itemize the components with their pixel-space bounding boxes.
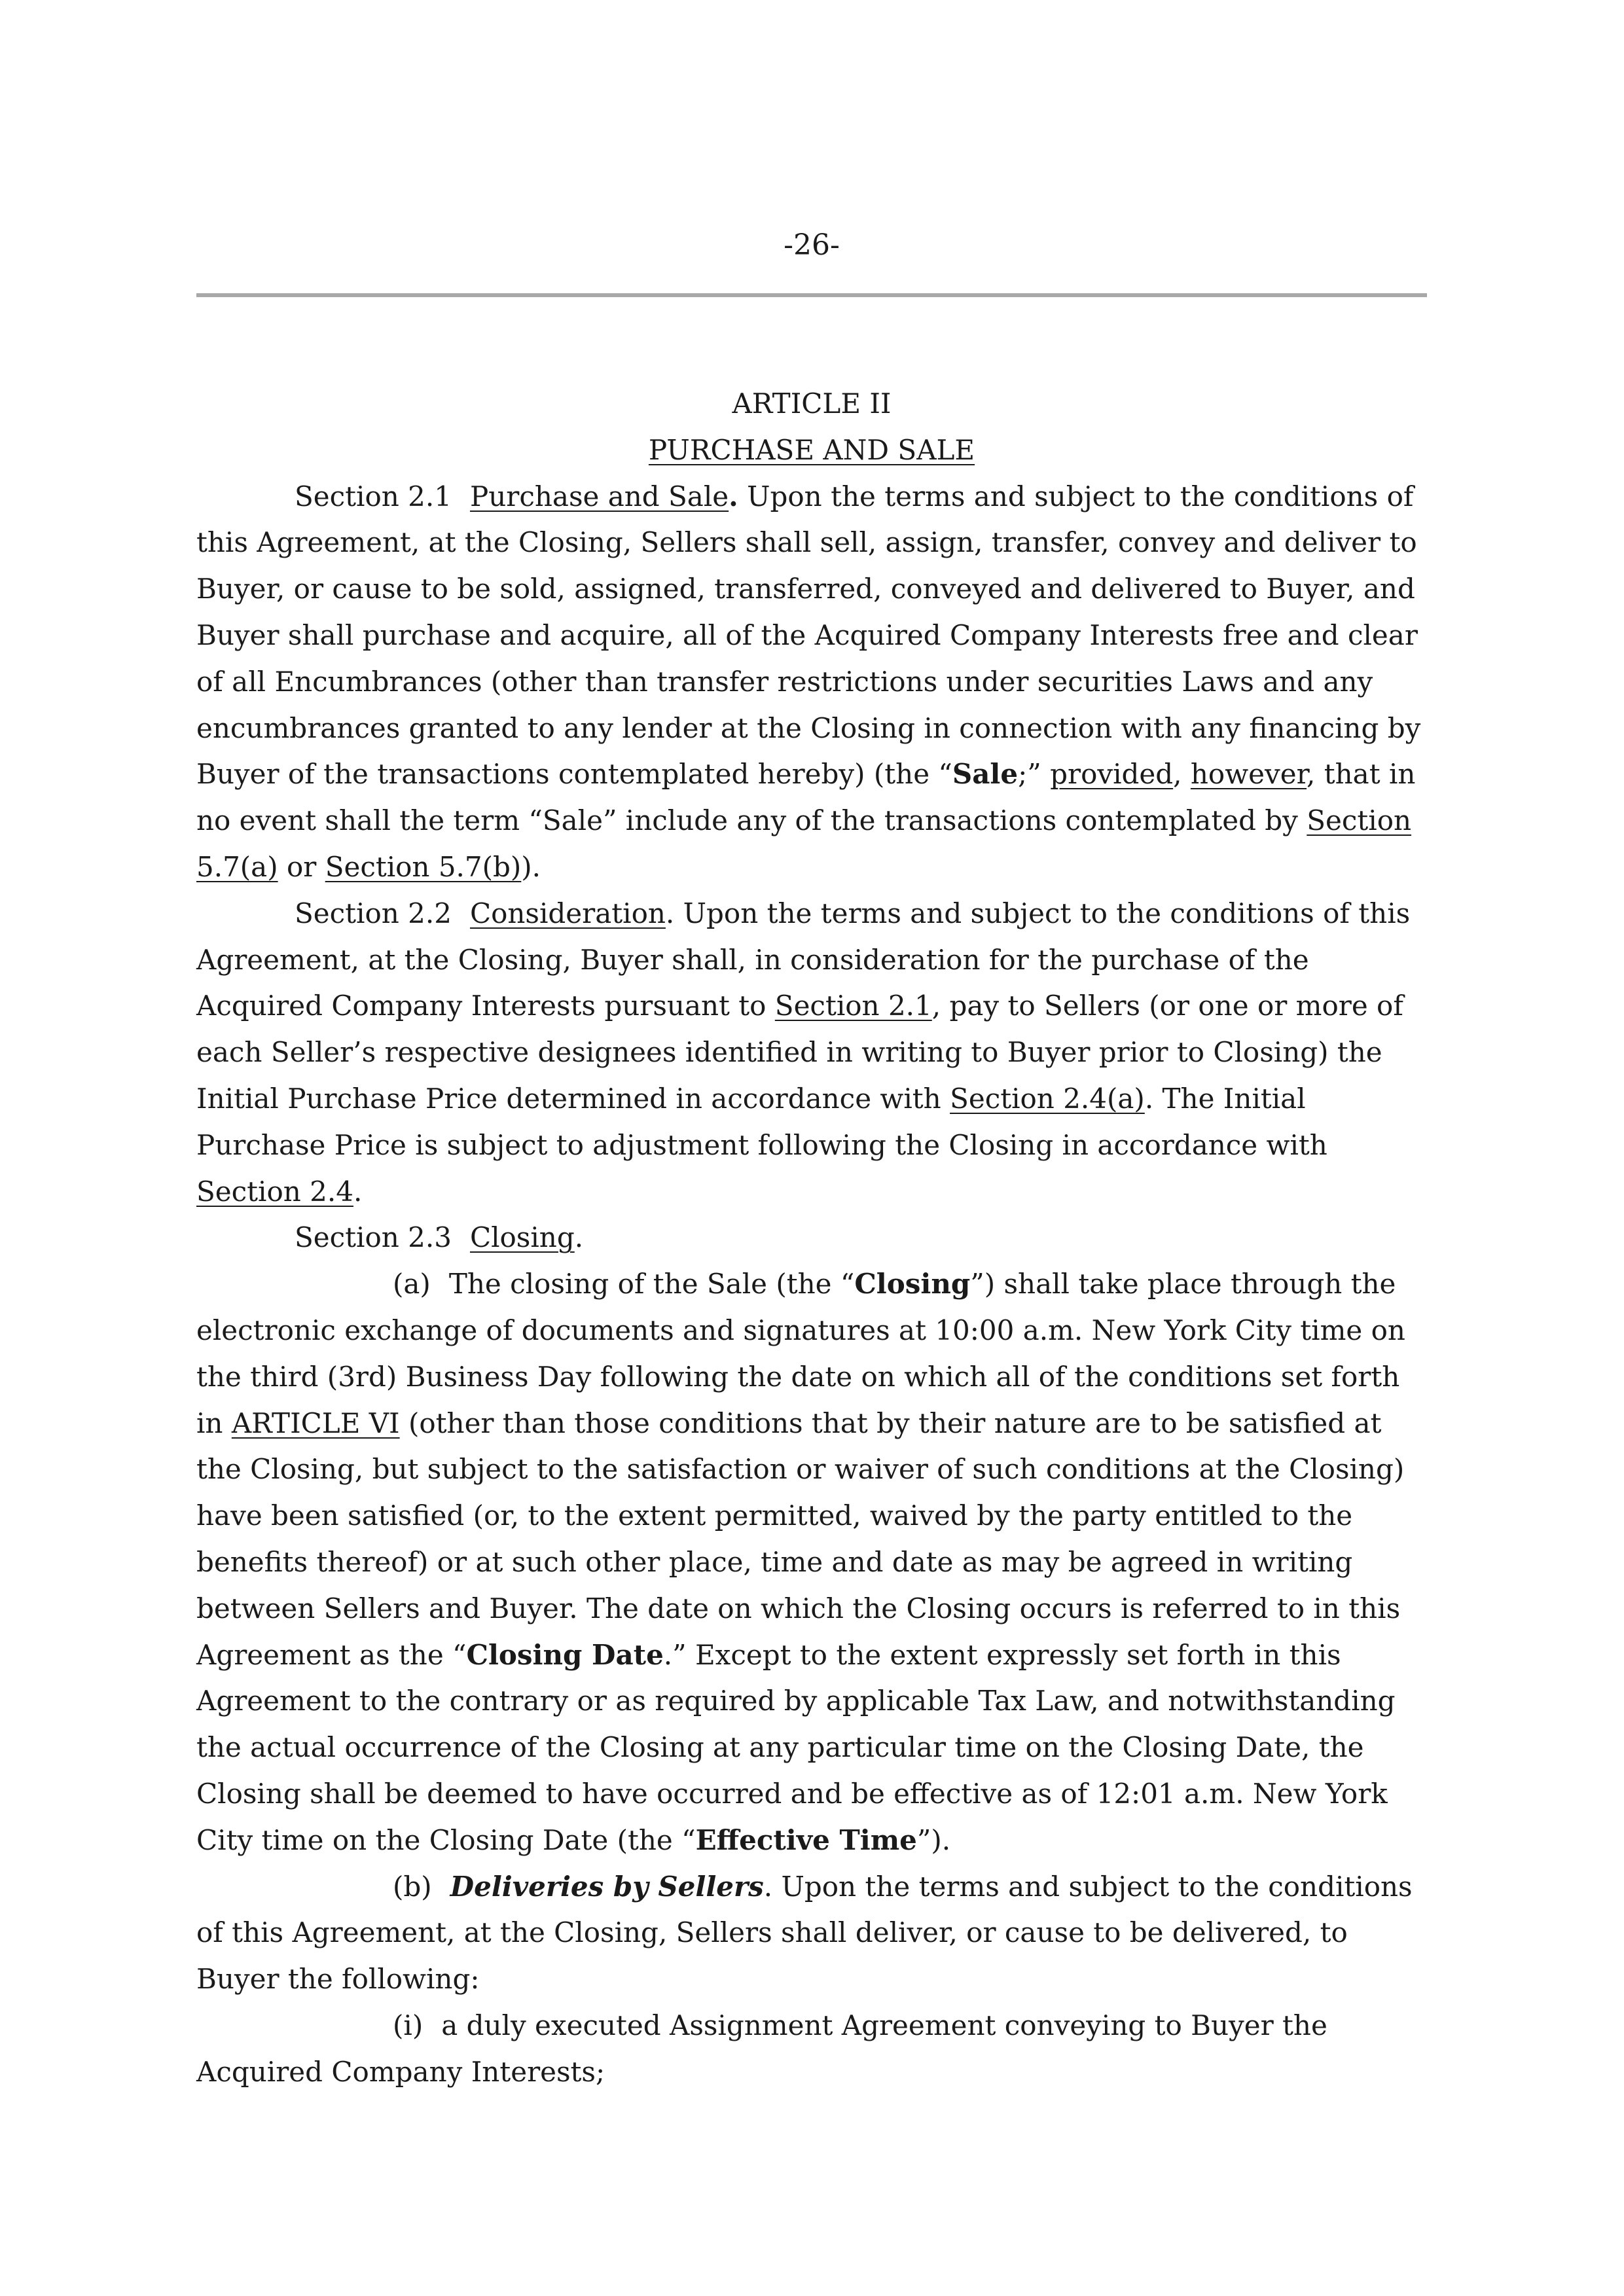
defined-term-effective-time: Effective Time: [695, 1823, 917, 1856]
section-2-1: [196, 474, 1427, 891]
section-heading: Purchase and Sale: [469, 480, 729, 512]
heading-punctuation: .: [729, 480, 738, 512]
section-number: Section 2.2: [295, 897, 452, 929]
body-text: ”) shall take place through the electronic exchange of documents and signatures at 10:00 a.m. New York City time on the third (3rd) Business Day following the date on which all of the conditions set forth in: [196, 1268, 1405, 1439]
body-text: . Upon the terms and subject to the conditions of this Agreement, at the Closing, Sellers shall deliver, or cause to be delivered, to Buyer the following:: [196, 1870, 1413, 1996]
cross-reference-section-5-7a: Section 5.7(a): [196, 804, 1412, 883]
defined-term-closing-date: Closing Date: [466, 1638, 664, 1671]
body-text: a duly executed Assignment Agreement conveying to Buyer the Acquired Company Interests;: [196, 2009, 1327, 2088]
defined-term-sale: Sale: [952, 758, 1019, 791]
article-title: [196, 427, 1427, 474]
section-2-3: [196, 1215, 1427, 1261]
body-text: , that in no event shall the term “Sale” include any of the transactions contemplated by: [196, 758, 1416, 837]
body-text: Upon the terms and subject to the conditions of this Agreement, at the Closing, Sellers shall sell, assign, transfer, convey and deliver to Buyer, or cause to be sold, assigned, transferred, conveyed and delivered to Buyer, and Buyer shall purchase and acquire, all of the Acquired Company Interests free and clear of all Encumbrances (other than transfer restrictions under securities Laws and any encumbrances granted to any lender at the Closing in connection with any financing by Buyer of the transactions contemplated hereby) (the “: [196, 480, 1421, 791]
article-number: ARTICLE II: [732, 387, 892, 420]
cross-reference-section-2-1: Section 2.1: [774, 990, 932, 1022]
section-number: Section 2.3: [295, 1221, 452, 1254]
section-number: Section 2.1: [295, 480, 452, 512]
body-text: or: [278, 850, 325, 883]
emphasis-provided: provided: [1050, 758, 1174, 791]
header-divider: [196, 293, 1427, 297]
section-2-2: [196, 891, 1427, 1215]
body-text: . Upon the terms and subject to the conditions of this Agreement, at the Closing, Buyer shall, in consideration for the purchase of the Acquired Company Interests pursuant to: [196, 897, 1411, 1022]
body-text: (other than those conditions that by their nature are to be satisfied at the Closing, but subject to the satisfaction or waiver of such conditions at the Closing) have been satisfied (or, to the extent permitted, waived by the party entitled to the benefits thereof) or at such other place, time and date as may be agreed in writing between Sellers and Buyer. The date on which the Closing occurs is referred to in this Agreement as the “: [196, 1407, 1405, 1671]
emphasis-however: however: [1190, 758, 1307, 791]
clause-i: [196, 2003, 1427, 2096]
body-text: .: [353, 1175, 363, 1208]
subsection-a: [196, 1261, 1427, 1863]
clause-label: (a): [393, 1268, 431, 1300]
defined-term-closing: Closing: [854, 1268, 971, 1300]
body-text: The closing of the Sale (the “: [448, 1268, 855, 1300]
cross-reference-section-2-4a: Section 2.4(a): [950, 1082, 1145, 1115]
section-heading: Consideration: [469, 897, 666, 929]
section-heading: Closing: [469, 1221, 575, 1254]
article-title-text: PURCHASE AND SALE: [648, 433, 975, 466]
body-text: ).: [521, 850, 541, 883]
body-text: . The Initial Purchase Price is subject to adjustment following the Closing in accordance with: [196, 1082, 1327, 1161]
subsection-b: [196, 1864, 1427, 2003]
subsection-heading: Deliveries by Sellers: [450, 1870, 764, 1903]
body-text: , pay to Sellers (or one or more of each Seller’s respective designees identified in writing to Buyer prior to Closing) the Initial Purchase Price determined in accordance with: [196, 990, 1403, 1115]
clause-label: (b): [393, 1870, 432, 1903]
heading-punctuation: .: [574, 1221, 584, 1254]
document-body: [196, 381, 1427, 2095]
cross-reference-article-vi: ARTICLE VI: [231, 1407, 400, 1439]
clause-label: (i): [393, 2009, 424, 2041]
page-number: -26-: [784, 228, 840, 262]
cross-reference-section-2-4: Section 2.4: [196, 1175, 353, 1208]
body-text: ;”: [1018, 758, 1051, 791]
body-text: ”).: [916, 1823, 951, 1856]
body-text: ,: [1173, 758, 1191, 791]
body-text: .” Except to the extent expressly set forth in this Agreement to the contrary or as required by applicable Tax Law, and notwithstanding the actual occurrence of the Closing at any particular time on the Closing Date, the Closing shall be deemed to have occurred and be effective as of 12:01 a.m. New York City time on the Closing Date (the “: [196, 1638, 1396, 1856]
cross-reference-section-5-7b: Section 5.7(b): [325, 850, 522, 883]
